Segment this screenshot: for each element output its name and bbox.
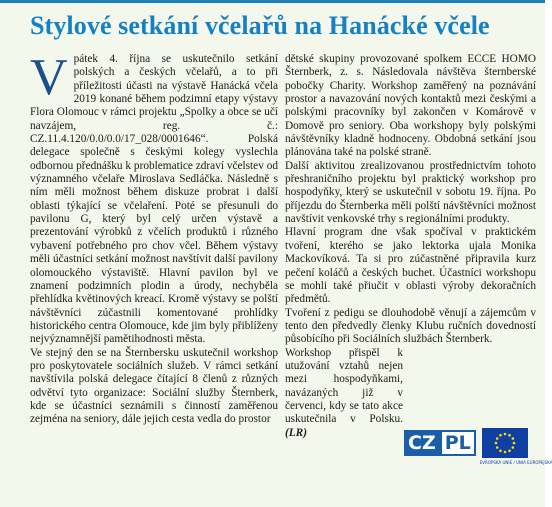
paragraph (30, 49, 278, 347)
paragraph: Další aktivitou zrealizovanou prostřednictvím tohoto přeshraničního projektu byl praktický workshop pro hospodyňky, který se uskutečnil v sobotu 19. října. Po příjezdu do Šternberka měli polští návštěvníci možnost navštívit venkovské trhy s regionálními produkty. (285, 159, 536, 226)
czpl-logo-pl: PL (440, 430, 476, 456)
czpl-logo-cz: CZ (404, 430, 440, 456)
project-logos (404, 428, 552, 465)
paragraph: Tvoření z pedigu se dlouhodobě věnují a zájemcům v tento den předvedly členky Klubu ručních dovedností působícího při Sociálních službách Šternberk. (285, 306, 536, 346)
author-signature: (LR) (285, 426, 307, 439)
eu-flag-logo (479, 428, 552, 465)
paragraph: dětské skupiny provozované spolkem ECCE HOMO Šternberk, z. s. Následovala návštěva šternberské pobočky Charity. Workshop zaměřený na poznávání prostor a navazování nových kontaktů mezi českými a polskými pracovníky byl zakončen v Komárově v Domově pro seniory. Oba workshopy byly polskými návštěvníky kladně hodnoceny. Obdobná setkání jsou plánována také na polské straně. (285, 53, 536, 159)
eu-stars-icon (482, 428, 528, 458)
dropcap-letter: V (30, 49, 68, 106)
paragraph-text: pátek 4. října se uskutečnilo setkání polských a českých včelařů, a to při příležitosti účasti na výstavě Hanácká včela 2019 konané během podzimní etapy výstavy Flora Olomouc v rámci projektu „Spolky a obce se učí navzájem, reg. č.: CZ.11.4.120/0.0/0.0/17_028/0001646“. Polská delegace společně s českými kolegy vyslechla odbornou přednášku k problematice zdraví včelstev od významného včelaře Miroslava Sedláčka. Následně s ním měli možnost během diskuze probrat i další oblasti týkající se včelaření. Poté se přesunuli do pavilonu G, který byl celý určen výstavě a prezentování výrobků z včelích produktů i různého vybavení potřebného pro chov včel. Během výstavy měli účastníci setkání možnost navštívit další pavilony olomouckého výstaviště. Hlavní pavilon byl ve znamení podzimních plodin a úrody, nechyběla přehlídka květinových kreací. Kromě výstavy se polští návštěvníci zúčastnili komentované prohlídky historického centra Olomouce, kde jim byly přiblíženy nejvýznamnější pamětihodnosti města. (30, 53, 278, 346)
paragraph-text: Workshop přispěl k utužování vztahů nejen mezi hospodyňkami, navázaných již v červenci, kdy se tato akce uskutečnila v Polsku. (285, 346, 403, 426)
czpl-logo (404, 430, 476, 456)
right-column (285, 53, 536, 440)
paragraph: Ve stejný den se na Šternbersku uskutečnil workshop pro poskytovatele sociálních služeb. V rámci setkání navštívila polská delegace čítající 8 členů z různých odvětví tyto organizace: Sociální služby Šternberk, kde se účastníci seznámili s činností zaměřenou zejména na seniory, dále jejich cesta vedla do prostor (30, 346, 278, 426)
paragraph: Hlavní program dne však spočíval v praktickém tvoření, kterého se jako lektorka ujala Monika Mackovíková. Ta si pro zúčastněné připravila kurz pečení koláčů a českých buchet. Účastníci workshopu se mohli také přiučit v oblasti výroby dekoračních předmětů. (285, 226, 536, 306)
eu-logo-text: EVROPSKÁ UNIE / UNIA EUROPEJSKA (479, 460, 552, 465)
left-column (30, 49, 278, 427)
article-title: Stylové setkání včelařů na Hanácké včele (30, 11, 490, 40)
paragraph-last (285, 347, 403, 440)
